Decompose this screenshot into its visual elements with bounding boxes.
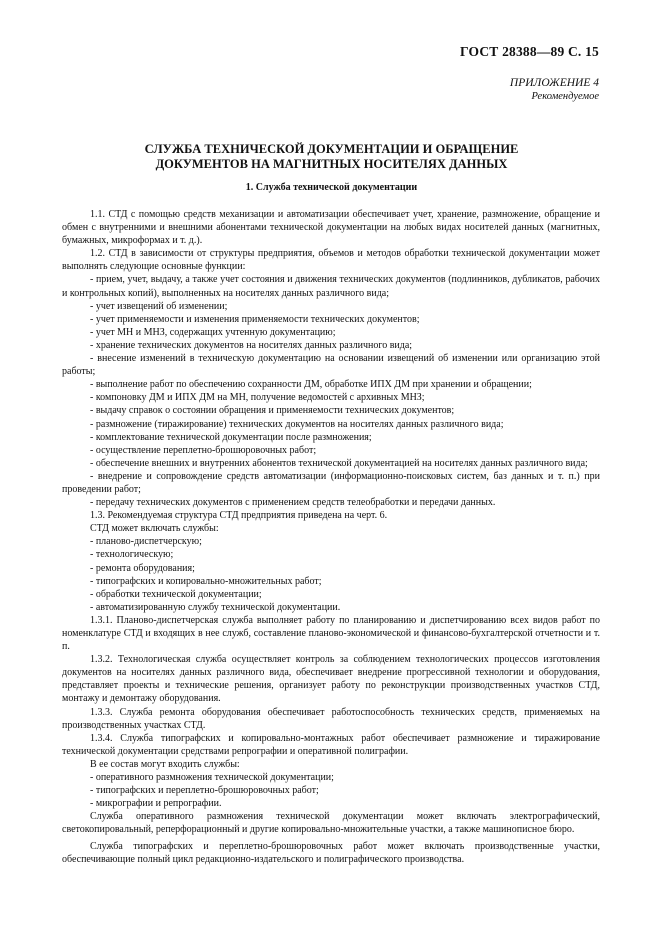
function-item: - учет применяемости и изменения применяемости технических документов; [90, 313, 420, 325]
paragraph-1-3-1: 1.3.1. Планово-диспетчерская служба выполняет работу по планированию и диспетчированию всех видов работ по номенклатуре СТД и входящих в нее служб, составление планово-экономической и финансово-бухгалтерской отчетности и т. п. [62, 614, 600, 653]
appendix-label [510, 76, 599, 104]
paragraph-1-3-intro: СТД может включать службы: [90, 523, 219, 535]
function-item: - внедрение и сопровождение средств автоматизации (информационно-поисковых систем, баз данных и т. п.) при проведении работ; [62, 470, 600, 495]
function-item: - компоновку ДМ и ИПХ ДМ на МН, получение ведомостей с архивных МНЗ; [90, 392, 425, 404]
typography-item: - оперативного размножения технической документации; [90, 772, 334, 784]
function-item: - комплектование технической документации после размножения; [90, 431, 372, 443]
paragraph-1-3-4: 1.3.4. Служба типографских и копировально-монтажных работ обеспечивает размножение и тиражирование технической документации средствами репрографии и оперативной полиграфии. [62, 732, 600, 757]
title-line-2: ДОКУМЕНТОВ НА МАГНИТНЫХ НОСИТЕЛЯХ ДАННЫХ [155, 157, 508, 171]
function-item: - выдачу справок о состоянии обращения и применяемости технических документов; [90, 405, 455, 417]
service-item: - типографских и копировально-множительных работ; [90, 575, 322, 587]
function-item: - хранение технических документов на носителях данных различного вида; [90, 339, 413, 351]
service-item: - технологическую; [90, 549, 174, 561]
paragraph-1-3: 1.3. Рекомендуемая структура СТД предприятия приведена на черт. 6. [90, 510, 388, 522]
function-item: - осуществление переплетно-брошюровочных работ; [90, 444, 317, 456]
function-item: - обеспечение внешних и внутренних абонентов технической документацией на носителях данных различного вида; [90, 457, 588, 469]
function-item: - прием, учет, выдачу, а также учет состояния и движения технических документов (подлинников, дубликатов, рабочих и контрольных копий), выполненных на носителях данных различного вида; [62, 274, 600, 299]
title-line-1: СЛУЖБА ТЕХНИЧЕСКОЙ ДОКУМЕНТАЦИИ И ОБРАЩЕНИЕ [144, 142, 519, 156]
service-item: - планово-диспетчерскую; [90, 536, 202, 548]
typography-item: - типографских и переплетно-брошюровочных работ; [90, 785, 319, 797]
paragraph-operative-copying: Служба оперативного размножения технической документации может включать электрографический, светокопировальный, реперфорационный и другие копировально-множительные участки, а также машинописное бюро. [62, 811, 600, 836]
paragraph-1-3-2: 1.3.2. Технологическая служба осуществляет контроль за соблюдением технологических процессов изготовления документов на носителях данных различного вида, обеспечивает внедрение прогрессивной технологии и оборудования, представляет проекты и технические решения, организует работу по реконструкции производственных участков СТД, монтажу и демонтажу оборудования. [62, 654, 600, 705]
document-title [64, 142, 599, 172]
function-item: - размножение (тиражирование) технических документов на носителях данных различного вида; [90, 418, 504, 430]
function-item: - передачу технических документов с применением средств телеобработки и передачи данных. [90, 497, 496, 509]
paragraph-typography-service: Служба типографских и переплетно-брошюровочных работ может включать производственные участки, обеспечивающие полный цикл редакционно-издательского и полиграфического производства. [62, 840, 600, 865]
service-item: - ремонта оборудования; [90, 562, 195, 574]
appendix-status: Рекомендуемое [531, 91, 599, 102]
function-item: - учет МН и МНЗ, содержащих учтенную документацию; [90, 326, 336, 338]
function-item: - учет извещений об изменении; [90, 300, 228, 312]
function-item: - внесение изменений в техническую документацию на основании извещений об изменении или организацию этой работы; [62, 353, 600, 378]
paragraph-1-2: 1.2. СТД в зависимости от структуры предприятия, объемов и методов обработки технической документации может выполнять следующие основные функции: [62, 248, 600, 273]
service-item: - обработки технической документации; [90, 588, 262, 600]
paragraph-1-3-4-intro: В ее состав могут входить службы: [90, 758, 240, 770]
appendix-title: ПРИЛОЖЕНИЕ 4 [509, 77, 599, 89]
page-header: ГОСТ 28388—89 С. 15 [460, 44, 599, 59]
document-body [62, 208, 600, 866]
function-item: - выполнение работ по обеспечению сохранности ДМ, обработке ИПХ ДМ при хранении и обращении; [90, 379, 532, 391]
typography-item: - микрографии и репрографии. [90, 798, 222, 810]
paragraph-1-3-3: 1.3.3. Служба ремонта оборудования обеспечивает работоспособность технических средств, применяемых на производственных участках СТД. [62, 706, 600, 731]
paragraph-1-1: 1.1. СТД с помощью средств механизации и автоматизации обеспечивает учет, хранение, размножение, обращение и обмен с внутренними и внешними абонентами технической документации на любых видах носителей данных (магнитных, бумажных, микроформах и т. д.). [62, 209, 600, 247]
section-heading: 1. Служба технической документации [245, 182, 418, 193]
service-item: - автоматизированную службу технической документации. [90, 601, 341, 613]
